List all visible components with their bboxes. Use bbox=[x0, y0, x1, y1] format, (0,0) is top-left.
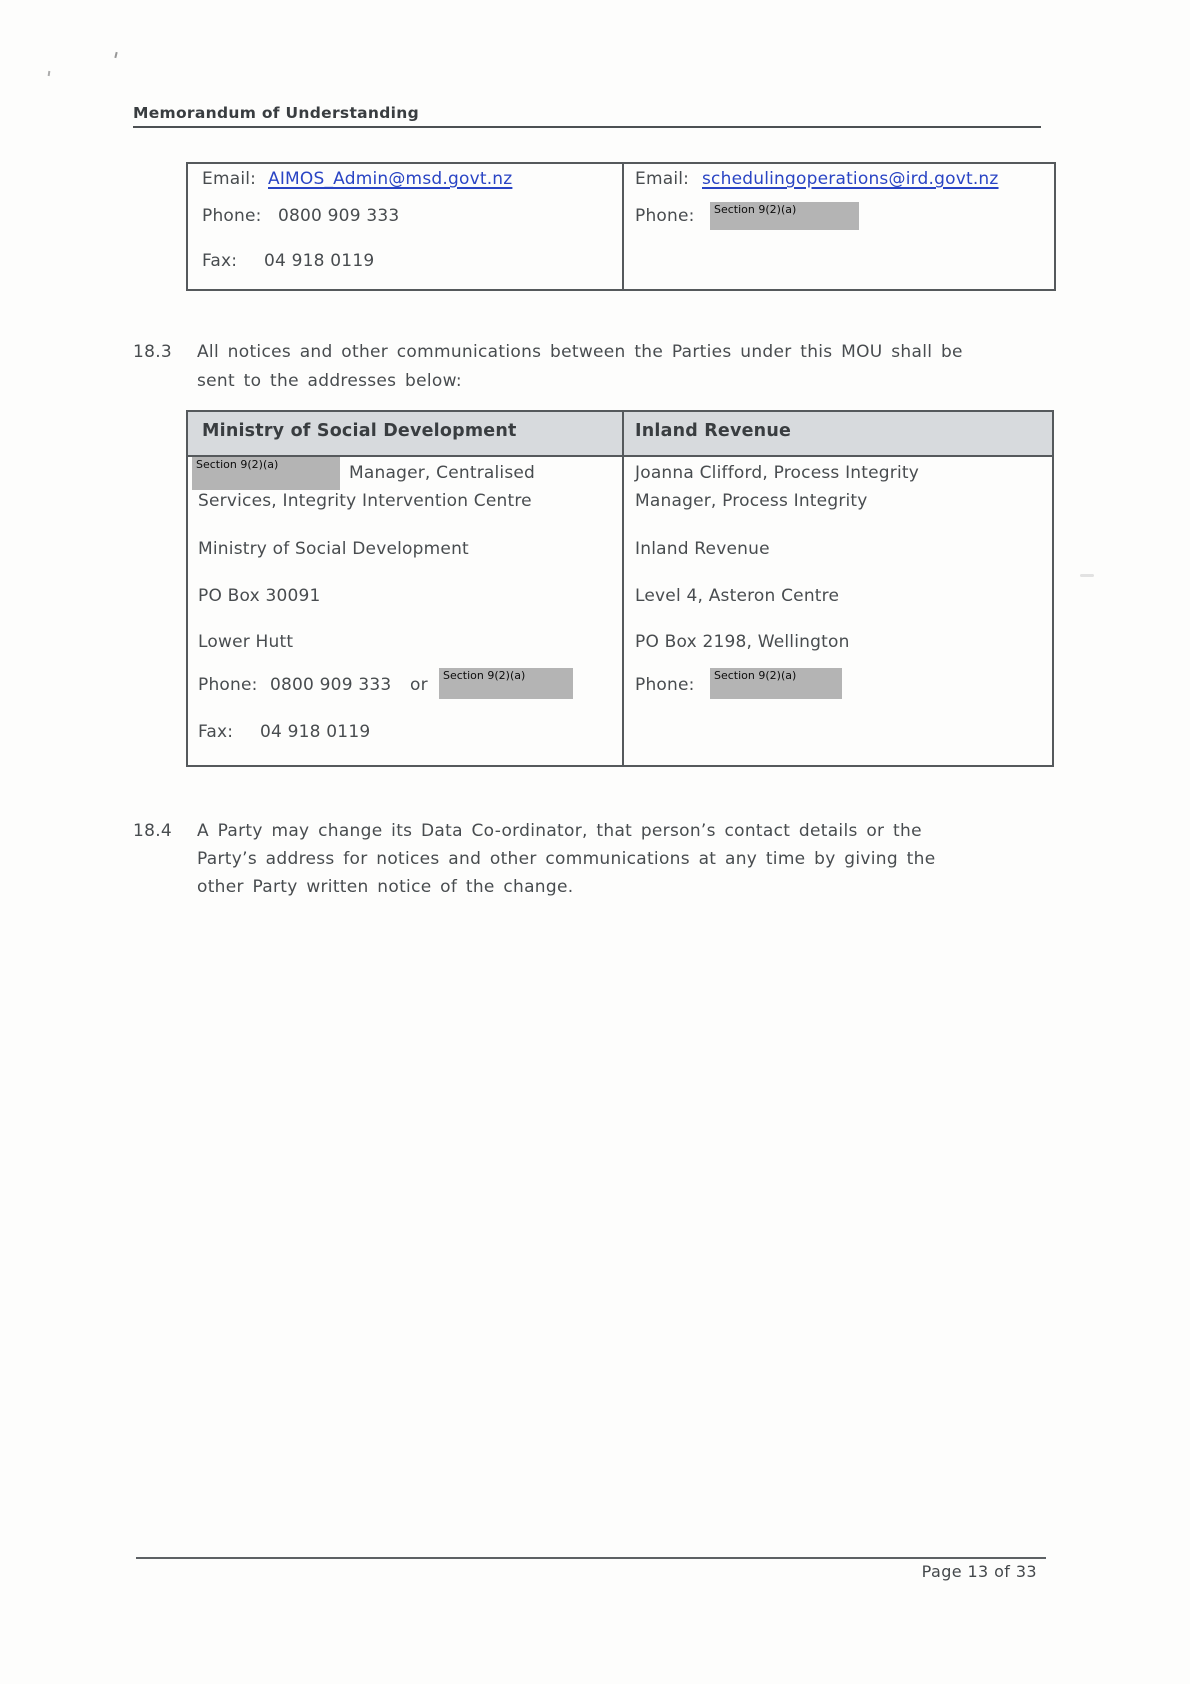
ird-email-label: Email: bbox=[635, 169, 690, 189]
clause-18-3-line-1: All notices and other communications between the Parties under this MOU shall be bbox=[197, 342, 963, 362]
msd-contact-line-1: Manager, Centralised bbox=[349, 463, 536, 483]
redaction-label: Section 9(2)(a) bbox=[443, 669, 526, 682]
clause-18-4-number: 18.4 bbox=[133, 821, 173, 841]
msd-fax-label: Fax: bbox=[198, 722, 234, 742]
address-table-divider bbox=[622, 412, 624, 765]
msd-fax-value: 04 918 0119 bbox=[264, 251, 375, 271]
msd-column-header: Ministry of Social Development bbox=[202, 421, 517, 441]
ird-email-link[interactable]: schedulingoperations@ird.govt.nz bbox=[702, 169, 999, 189]
msd-phone-value: 0800 909 333 bbox=[278, 206, 400, 226]
contact-table bbox=[186, 162, 1056, 291]
redaction-box bbox=[710, 668, 842, 699]
clause-18-4-line-2: Party’s address for notices and other communications at any time by giving the bbox=[197, 849, 936, 869]
redaction-box bbox=[439, 668, 573, 699]
ird-phone-label: Phone: bbox=[635, 206, 695, 226]
msd-org: Ministry of Social Development bbox=[198, 539, 469, 559]
redaction-box bbox=[710, 202, 859, 230]
footer-page-indicator: Page 13 of 33 bbox=[921, 1562, 1037, 1581]
ird-address-line-1: Level 4, Asteron Centre bbox=[635, 586, 840, 606]
redaction-label: Section 9(2)(a) bbox=[714, 203, 797, 216]
msd-fax-label: Fax: bbox=[202, 251, 238, 271]
msd-email-label: Email: bbox=[202, 169, 257, 189]
redaction-label: Section 9(2)(a) bbox=[714, 669, 797, 682]
scan-smudge bbox=[1080, 574, 1094, 577]
redaction-box bbox=[192, 457, 340, 490]
ird-phone-label: Phone: bbox=[635, 675, 695, 695]
msd-po-box: PO Box 30091 bbox=[198, 586, 321, 606]
msd-phone-label: Phone: bbox=[198, 675, 258, 695]
footer-rule bbox=[136, 1557, 1046, 1559]
ird-contact-line-1: Joanna Clifford, Process Integrity bbox=[635, 463, 920, 483]
clause-18-3-line-2: sent to the addresses below: bbox=[197, 371, 462, 391]
clause-18-3-number: 18.3 bbox=[133, 342, 173, 362]
scan-artifact bbox=[48, 71, 51, 76]
msd-city: Lower Hutt bbox=[198, 632, 294, 652]
msd-contact-line-2: Services, Integrity Intervention Centre bbox=[198, 491, 532, 511]
clause-18-4-line-1: A Party may change its Data Co-ordinator, that person’s contact details or the bbox=[197, 821, 922, 841]
contact-table-divider bbox=[622, 164, 624, 289]
msd-phone-conjunction: or bbox=[410, 675, 428, 695]
redaction-label: Section 9(2)(a) bbox=[196, 458, 279, 471]
address-table bbox=[186, 410, 1054, 767]
ird-contact-line-2: Manager, Process Integrity bbox=[635, 491, 868, 511]
scan-artifact bbox=[114, 52, 117, 58]
msd-fax-value: 04 918 0119 bbox=[260, 722, 371, 742]
header-rule bbox=[133, 126, 1041, 128]
msd-phone-label: Phone: bbox=[202, 206, 262, 226]
page-title: Memorandum of Understanding bbox=[133, 104, 419, 122]
msd-phone-value: 0800 909 333 bbox=[270, 675, 392, 695]
ird-org: Inland Revenue bbox=[635, 539, 770, 559]
msd-email-link[interactable]: AIMOS_Admin@msd.govt.nz bbox=[268, 169, 513, 189]
ird-address-line-2: PO Box 2198, Wellington bbox=[635, 632, 850, 652]
clause-18-4-line-3: other Party written notice of the change. bbox=[197, 877, 574, 897]
ird-column-header: Inland Revenue bbox=[635, 421, 792, 441]
